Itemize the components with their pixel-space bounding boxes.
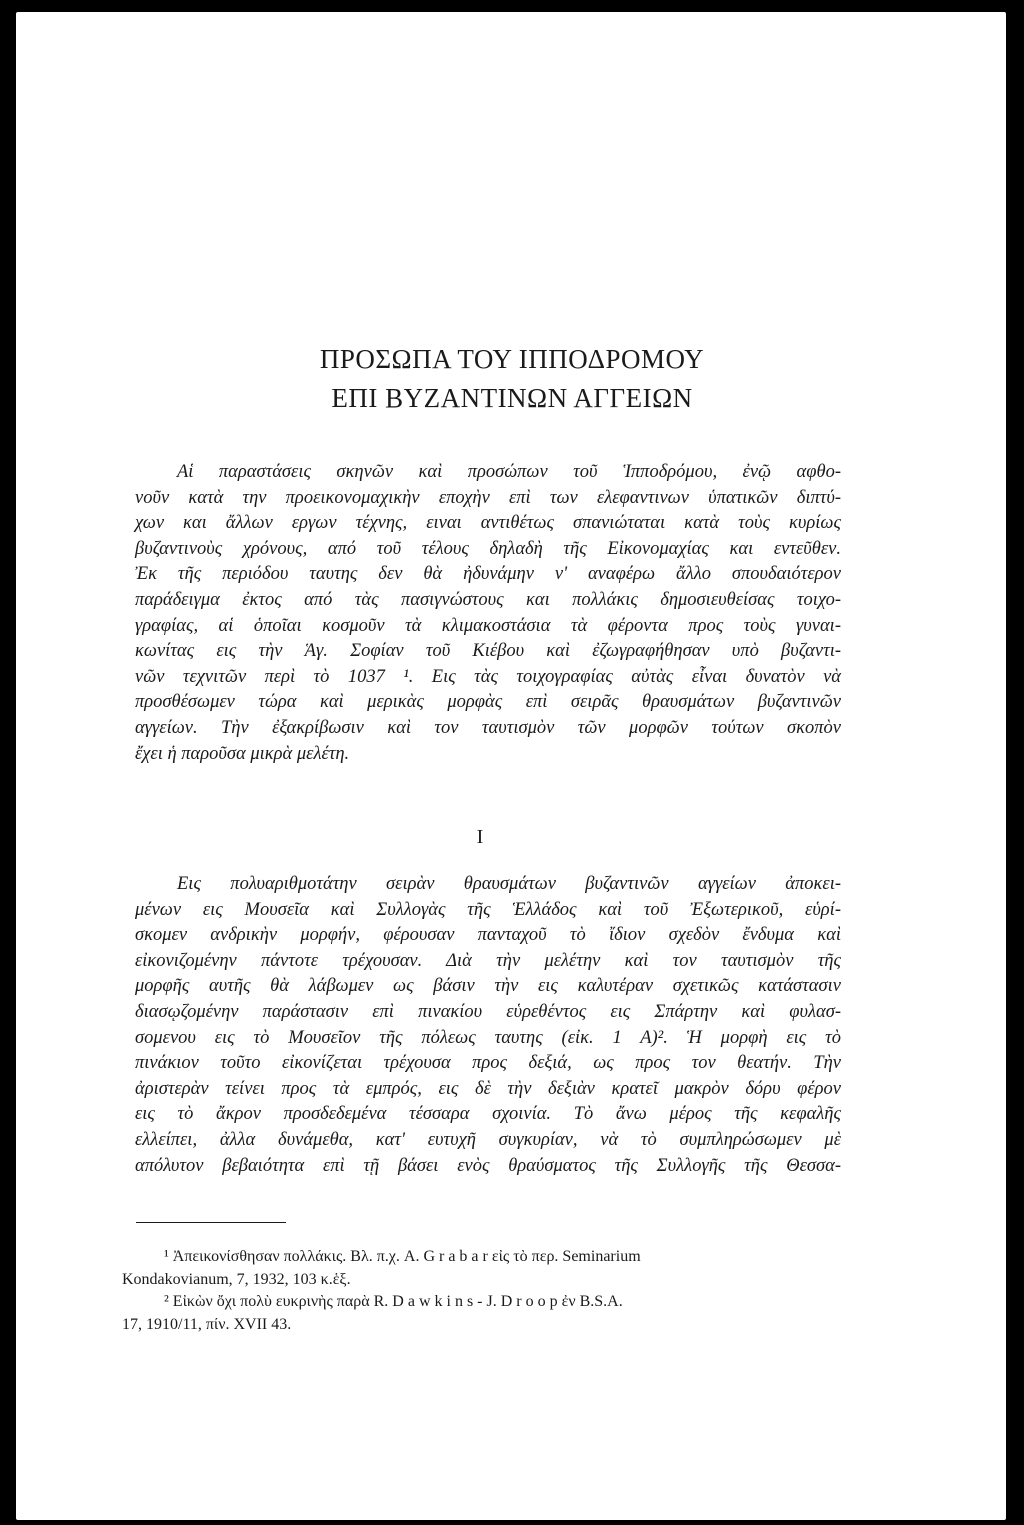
text-line: νοῦν κατὰ την προεικονομαχικὴν εποχὴν επὶ των ελεφαντινων ὑπατικῶν διπτύ- — [135, 487, 841, 508]
text-line: γραφίας, αἱ ὁποῖαι κοσμοῦν τὰ κλιμακοστάσια τὰ φέροντα προς τοὺς γυναι- — [135, 615, 841, 636]
footnotes — [122, 1246, 842, 1336]
text-line: Εις πολυαριθμοτάτην σειρὰν θραυσμάτων βυζαντινῶν αγγείων ἀποκει- — [177, 874, 841, 894]
text-line: βυζαντινοὺς χρόνους, από τοῦ τέλους δηλαδὴ τῆς Εἰκονομαχίας και εντεῦθεν. — [135, 538, 841, 559]
text-line: Αἱ παραστάσεις σκηνῶν καὶ προσώπων τοῦ Ἱπποδρόμου, ἐνῷ αφθο- — [177, 462, 841, 482]
text-line: μορφῆς αυτῆς θὰ λάβωμεν ως βάσιν τὴν εις καλυτέραν σχετικῶς κατάστασιν — [135, 976, 841, 997]
text-line: διασῳζομένην παράστασιν επὶ πινακίου εὑρεθέντος εις Σπάρτην καὶ φυλασ- — [135, 1001, 841, 1022]
footnote-separator — [136, 1222, 286, 1223]
text-line: νῶν τεχνιτῶν περὶ τὸ 1037 ¹. Εις τὰς τοιχογραφίας αὐτὰς εἶναι δυνατὸν νὰ — [135, 666, 841, 687]
text-line: αγγείων. Τὴν ἐξακρίβωσιν καὶ τον ταυτισμὸν τῶν μορφῶν τούτων σκοπὸν — [135, 717, 841, 738]
page-title-line-2: ΕΠΙ ΒΥΖΑΝΤΙΝΩΝ ΑΓΓΕΙΩΝ — [331, 383, 693, 413]
text-line: παράδειγμα ἐκτος από τὰς πασιγνώστους και πολλάκις δημοσιευθείσας τοιχο- — [135, 589, 841, 610]
text-line: Ἐκ τῆς περιόδου ταυτης δεν θὰ ἠδυνάμην ν' αναφέρω ἄλλο σπουδαιότερον — [135, 564, 841, 585]
text-line: απόλυτον βεβαιότητα επὶ τῇ βάσει ενὸς θραύσματος τῆς Συλλογῆς τῆς Θεσσα- — [135, 1155, 841, 1176]
text-line: πινάκιον τοῦτο εἰκονίζεται τρέχουσα προς δεξιά, ως προς τον θεατήν. Τὴν — [135, 1053, 841, 1074]
text-line: σκομεν ανδρικὴν μορφήν, φέρουσαν πανταχοῦ τὸ ἴδιον σχεδὸν ἔνδυμα καὶ — [135, 925, 841, 946]
text-line: προσθέσωμεν τώρα καὶ μερικὰς μορφὰς επὶ σειρᾶς θραυσμάτων βυζαντινῶν — [135, 692, 841, 713]
section-number: I — [476, 826, 484, 848]
paragraph-section-1 — [135, 872, 841, 1179]
text-line: μένων εις Μουσεῖα καὶ Συλλογὰς τῆς Ἑλλάδος καὶ τοῦ Ἐξωτερικοῦ, εὑρί- — [135, 899, 841, 920]
footnote-1: ¹ Ἀπεικονίσθησαν πολλάκις. Βλ. π.χ. A. G r a b a r εἰς τὸ περ. Seminarium — [164, 1248, 641, 1265]
text-line: ἀριστερὰν τείνει προς τὰ εμπρός, εις δὲ τὴν δεξιὰν κρατεῖ μακρὸν δόρυ φέρον — [135, 1078, 841, 1099]
footnote-1-continued: Kondakovianum, 7, 1932, 103 κ.ἑξ. — [122, 1270, 351, 1288]
text-line: ἔχει ἡ παροῦσα μικρὰ μελέτη. — [135, 743, 350, 764]
footnote-2-continued: 17, 1910/11, πίν. XVII 43. — [122, 1315, 292, 1333]
page-title-line-1: ΠΡΟΣΩΠΑ ΤΟΥ ΙΠΠΟΔΡΟΜΟΥ — [319, 344, 705, 374]
footnote-2: ² Εἰκὼν ὄχι πολὺ ευκρινὴς παρὰ R. D a w k i n s - J. D r o o p ἐν B.S.A. — [164, 1293, 623, 1310]
text-line: εις τὸ ἄκρον προσδεδεμένα τέσσαρα σχοινία. Τὸ ἄνω μέρος τῆς κεφαλῆς — [135, 1104, 841, 1125]
text-line: εἰκονιζομένην πάντοτε τρέχουσαν. Διὰ τὴν μελέτην καὶ τον ταυτισμὸν τῆς — [135, 950, 841, 971]
text-line: χων και ἄλλων εργων τέχνης, ειναι αντιθέτως σπανιώταται κατὰ τοὺς κυρίως — [135, 513, 841, 534]
text-line: κωνίτας εις τὴν Ἁγ. Σοφίαν τοῦ Κιέβου καὶ ἐζωγραφήθησαν υπὸ βυζαντι- — [135, 641, 841, 662]
paragraph-intro — [135, 460, 841, 767]
text-line: σομενου εις τὸ Μουσεῖον τῆς πόλεως ταυτης (εἰκ. 1 Α)². Ἡ μορφὴ εις τὸ — [135, 1027, 841, 1048]
text-line: ελλείπει, ἀλλα δυνάμεθα, κατ' ευτυχῆ συγκυρίαν, νὰ τὸ συμπληρώσωμεν μὲ — [135, 1129, 841, 1150]
